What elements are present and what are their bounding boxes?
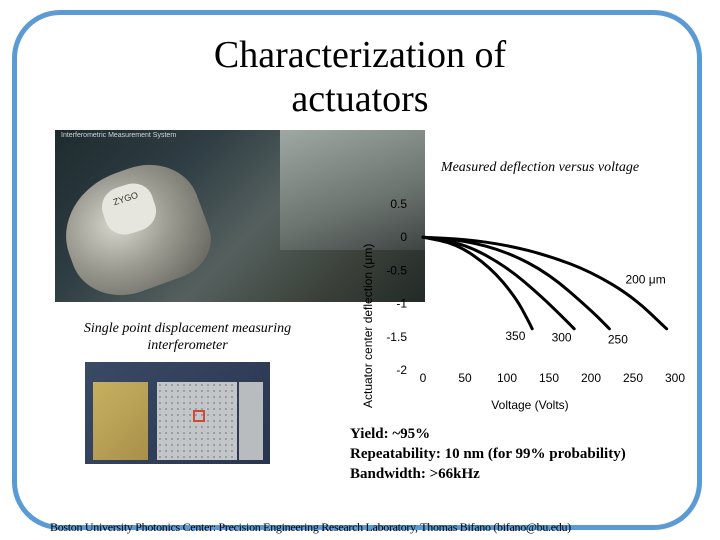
x-axis-label: Voltage (Volts) — [491, 398, 569, 412]
spec-bandwidth: Bandwidth: >66kHz — [350, 466, 480, 482]
curve-label: 250 — [607, 332, 628, 347]
footer-credit: Boston University Photonics Center: Precision Engineering Research Laboratory, Thomas Bifano (bifano@bu.edu) — [50, 520, 571, 534]
title-line-1: Characterization of — [213, 34, 507, 76]
mirror-chip-photo — [85, 362, 270, 464]
series-line — [423, 237, 609, 329]
x-tick-label: 150 — [538, 371, 560, 385]
photo-caption-line-1: Single point displacement measuring — [83, 321, 292, 336]
brand-plate: ZYGO — [97, 178, 161, 240]
y-tick-label: 0 — [400, 230, 407, 245]
y-tick-label: -1.5 — [386, 329, 407, 344]
curve-label: 300 — [551, 330, 572, 345]
spec-yield: Yield: ~95% — [350, 426, 431, 442]
x-tick-label: 250 — [622, 371, 644, 385]
side-pad — [239, 382, 263, 460]
y-tick-label: 0.5 — [390, 197, 407, 211]
curve-label: 200 μm — [625, 272, 666, 287]
curve-label: 350 — [505, 329, 526, 344]
chart-title: Measured deflection versus voltage — [440, 160, 640, 175]
slide-title — [110, 33, 610, 121]
title-line-2: actuators — [291, 78, 429, 120]
measured-actuator-marker — [193, 410, 205, 422]
photo-caption — [60, 320, 315, 354]
x-tick-label: 50 — [458, 371, 472, 385]
x-tick-label: 0 — [419, 371, 427, 385]
deflection-chart — [355, 180, 695, 415]
x-tick-label: 200 — [580, 371, 602, 385]
y-tick-label: -2 — [396, 363, 407, 377]
photo-caption-line-2: interferometer — [147, 338, 228, 353]
y-tick-label: -1 — [396, 296, 407, 311]
x-tick-label: 100 — [496, 371, 518, 385]
spec-list — [350, 424, 710, 484]
y-axis-label: Actuator center deflection (μm) — [361, 243, 375, 408]
gold-pad — [93, 382, 148, 460]
spec-repeatability: Repeatability: 10 nm (for 99% probability) — [350, 446, 626, 462]
screen-caption: Interferometric Measurement System — [61, 132, 177, 139]
y-tick-label: -0.5 — [386, 263, 407, 278]
x-tick-label: 300 — [664, 371, 686, 385]
